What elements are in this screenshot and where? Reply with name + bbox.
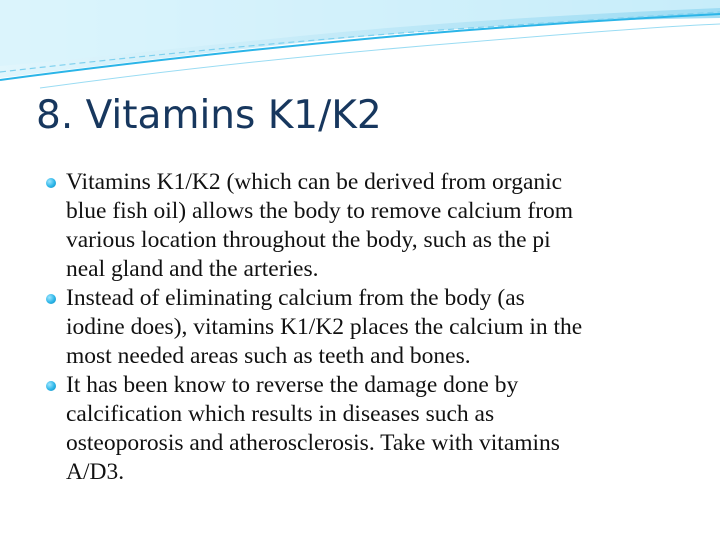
bullet-line: most needed areas such as teeth and bones. [66, 343, 471, 369]
bullet-dot-icon [46, 294, 56, 304]
header-wave-decoration [0, 0, 720, 90]
slide-title: 8. Vitamins K1/K2 [36, 93, 382, 138]
bullet-line: blue fish oil) allows the body to remove calcium from [66, 198, 574, 224]
bullet-dot-icon [46, 178, 56, 188]
bullet-line: A/D3. [66, 459, 125, 485]
bullet-item [44, 284, 704, 371]
bullet-line: neal gland and the arteries. [66, 256, 319, 282]
bullet-line: various location throughout the body, such as the pi [66, 227, 551, 253]
bullet-list [44, 168, 704, 487]
bullet-item [44, 371, 704, 487]
bullet-line: It has been know to reverse the damage done by [66, 372, 519, 398]
bullet-dot-icon [46, 381, 56, 391]
bullet-line: Vitamins K1/K2 (which can be derived from organic [66, 169, 563, 195]
bullet-item [44, 168, 704, 284]
bullet-line: Instead of eliminating calcium from the body (as [66, 285, 525, 311]
bullet-line: osteoporosis and atherosclerosis. Take with vitamins [66, 430, 560, 456]
bullet-line: calcification which results in diseases such as [66, 401, 495, 427]
bullet-line: iodine does), vitamins K1/K2 places the calcium in the [66, 314, 583, 340]
